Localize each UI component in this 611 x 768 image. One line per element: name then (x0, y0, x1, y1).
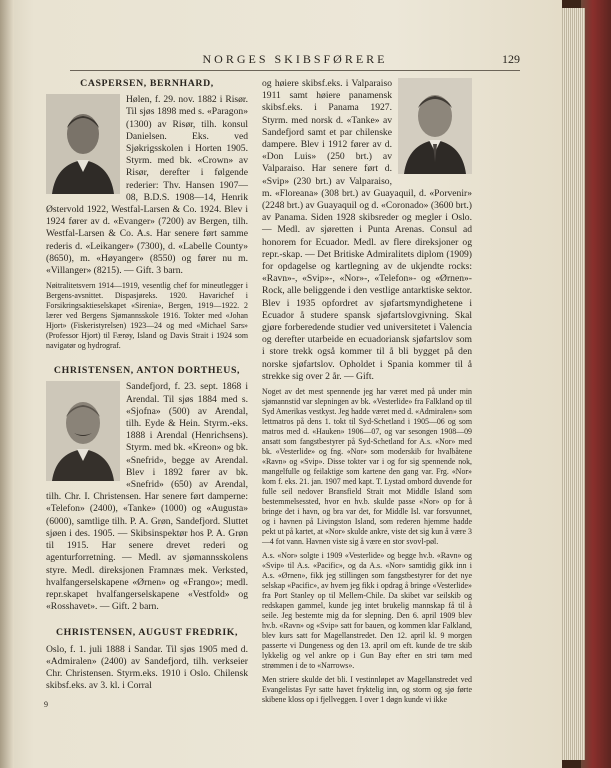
entry-note1-christensen-august: Noget av det mest spennende jeg har været med på under min sjømannstid var slepningen av bk. «Vesterlide» fra Falkland op til Syd Amerikas vestkyst. Jeg hadde været med d. «Admiralen» som lettmatros på dens 1. tokt til Syd-Schetland i 1905—06 og som matros med d. «Hauken» 1906—07, og var sesongen 1908—09 ansatt som fangstbestyrer på Syd-Schetland for A.s. «Nor» med bk. «Vesterlide» og fng. «Nor» som moderskib for hvalbåtene «Ravn» og «Svip». Disse tokter var i og for sig spennende nok, mangelfulle og feilaktige som kartene den gang var. Frg. «Nor» kom f. eks. 21. jan. 1907 med kapt. T. Lystad ombord duvende for fulle seil nedover Bransfield Strait mot Middle Island som bestemmelsessted, hvor en hv.b. skulde passe «Nor» op for å bringe det i havn, og bra var det, for Middle Isl. var forsvunnet, og i havnen på Livingston Island, som rederen hjemme hadde pekt ut på kartet, at «Nor» skulde ankre, viste det sig kun å være 3—4 fot vann. Havnen viste sig å være en stor svovl-pøl. (262, 387, 472, 547)
entry-body-christensen-august: Oslo, f. 1. juli 1888 i Sandar. Til sjøs 1905 med d. «Admiralen» (2400) av Sandefjord, tilh. verkseier Chr. Christensen. Styrm.eks. 1910 i Oslo. Chilensk skibsf.eks. av 3. kl. i Corral (46, 643, 248, 692)
entry-title-christensen-august: CHRISTENSEN, AUGUST FREDRIK, (55, 627, 239, 639)
printer-signature-mark: 9 (44, 700, 48, 709)
entry-body-christensen-anton: Sandefjord, f. 23. sept. 1868 i Arendal. Til sjøs 1884 med s. «Sjofna» (500) av Arendal, tilh. Eyde & Hein. Styrm.-eks. 1888 i Arendal (Henrichsens). Styrm. med bk. «Kreon» og bk. «Snefrid», begge av Arendal. Blev i 1892 fører av bk. «Snefrid» (650) av Arendal, tilh. Chr. I. Christensen. Har senere ført damperne: «Telefon» (2400), «Tanke» (1000) og «Augusta» (6000), samtlige tilh. P. A. Grøn, Sandefjord. Sluttet sjøen i des. 1905. — Skibsinspektør hos P. A. Grøn til 1915. Har senere drevet rederi og agenturforretning. — Medl. av sjømannsskolens styre. Medl. direksjonen Framnæs mek. Verksted, hvalfangerselskapene «Ørnen» og «Frango»; medl. repr.skapet hvalfangerselskapene «Vestfold» og «Rosshavet». — Gift. 2 barn. (46, 381, 248, 613)
portrait-image (46, 94, 120, 194)
left-column (46, 78, 248, 692)
entry-note2-christensen-august: A.s. «Nor» solgte i 1909 «Vesterlide» og begge hv.b. «Ravn» og «Svip» til A.s. «Pacific», og da A.s. «Nor» samtidig gikk inn i A.s. «Ørnen», fikk jeg stillingen som fangstbestyrer for det nye selskap «Pacific», av hvem jeg fikk i opdrag å bringe «Vesterlide» fra Port Stanley op til Mellem-Chile. Da skibet var seilskib og redskapen gammel, kunde jeg intet brukelig mannskap få til å seile. Jeg bestemte mig da for slepning. Den 6. april 1909 blev hv.b. «Ravn» og «Svip» satt for bauen, og kommen klar Falkland, blev kurs satt for Magellanstredet. Den 12. april kl. 9 morgen passerte vi Dungeness og den 13. april om eft. kunde de tre skib lykkelig og vel ankre op i Gun Bay efter en stri tørn med strømmen i de to «Narrows». (262, 551, 472, 671)
entry-continued-christensen-august: og høiere skibsf.eks. i Valparaiso 1911 samt høiere panamensk skibsf.eks. i Panama 1927. Styrm. med norsk d. «Tanke» av Sandefjord samt et par chilenske dampere. Blev i 1912 fører av d. «Don Luis» (250 brt.) av Valparaiso. Har senere ført d. «Svip» (230 brt.) av Valparaiso, m. «Floreana» (308 brt.) av Guayaquil, d. «Porvenir» (2248 brt.) av Guayaquil og d. «Coronado» (3600 brt.) av Panama. Siden 1928 skibsreder og megler i Oslo. — Medl. av sjøretten i Punta Arenas. Consul ad honorem for Ecuador. Medl. av flere direksjoner og repr.-skap. — Det Britiske Admiralitets diplom (1909) for opdagelse og kartlegning av de ukjendte rocks: «Ravn»-, «Svip»-, «Nor»-, «Telefon»- og «Ørnen»-Rock, alle beliggende i den vestlige antarktiske sektor. Blev i 1935 opfordret av sjøfartsmyndighetene i Ecuador å studere spansk sjøfartslovgivning. Skal gjøre forberedende studier ved universitetet i Valencia og derefter utarbeide en ecuadoriansk sjøfartslov som i store trekk også kommer til å bli bygget på den norske sjøfartslov. Opholdet i Spania kommer til å strekke sig over 2 år. — Gift. (262, 78, 472, 382)
running-head: NORGES SKIBSFØRERE (202, 52, 388, 66)
entry-body-caspersen: Hølen, f. 29. nov. 1882 i Risør. Til sjøs 1898 med s. «Paragon» (1300) av Risør, tilh. konsul Danielsen. Eks. ved Sjøkrigsskolen i Horten 1905. Styrm. med bk. «Crown» av Risør, derefter i følgende rederier: Thv. Hansen 1907—08, B.D.S. 1908—14, Henrik Østervold 1922, Westfal-Larsen & Co. 1924. Blev i 1924 fører av d. «Evanger» (7200) av Bergen, tilh. Westfal-Larsen & Co. A.s. Har senere ført samme rederis d. «Leikanger» (7300), d. «Labelle County» (8650), m. «Høyanger» (8550) og fører nu m. «Villanger» (8215). — Gift. 3 barn. (46, 94, 248, 277)
right-column (262, 78, 472, 705)
page-header (70, 52, 520, 71)
portrait-caspersen (46, 94, 120, 194)
portrait-image (398, 78, 472, 174)
portrait-image (46, 381, 120, 481)
entry-title-christensen-anton: CHRISTENSEN, ANTON DORTHEUS, (53, 365, 241, 377)
page-number: 129 (502, 52, 520, 66)
portrait-christensen-august (398, 78, 472, 174)
page-gutter (0, 0, 14, 768)
entry-title-caspersen: CASPERSEN, BERNHARD, (80, 78, 214, 89)
entry-note3-christensen-august: Men striere skulde det bli. I vestinnløpet av Magellanstredet ved Evangelistas Fyr satte havet fryktelig inn, og storm og sjø førte skibene kloss op i fjellveggen. I over 1 døgn kunde vi ikke (262, 675, 472, 705)
book-binding (581, 0, 611, 768)
entry-note-caspersen: Nøitralitetsvern 1914—1919, vesentlig chef for mineutlegger i Bergens-avsnittet. Dispasjøreks. 1920. Havarichef i Forsikringsaktieselskapet «Sirenia», Bergen, 1919—1922. 2 lærer ved Bergens Sjømannsskole 1916. Tokter med «Johan Hjort» (Fiskeristyrelsen) 1923—24 og med «Michael Sars» (Professor Hjort) til Færøy, Island og Davis Strait i 1924 som navigatør og hydrograf. (46, 281, 248, 351)
portrait-christensen-anton (46, 381, 120, 481)
